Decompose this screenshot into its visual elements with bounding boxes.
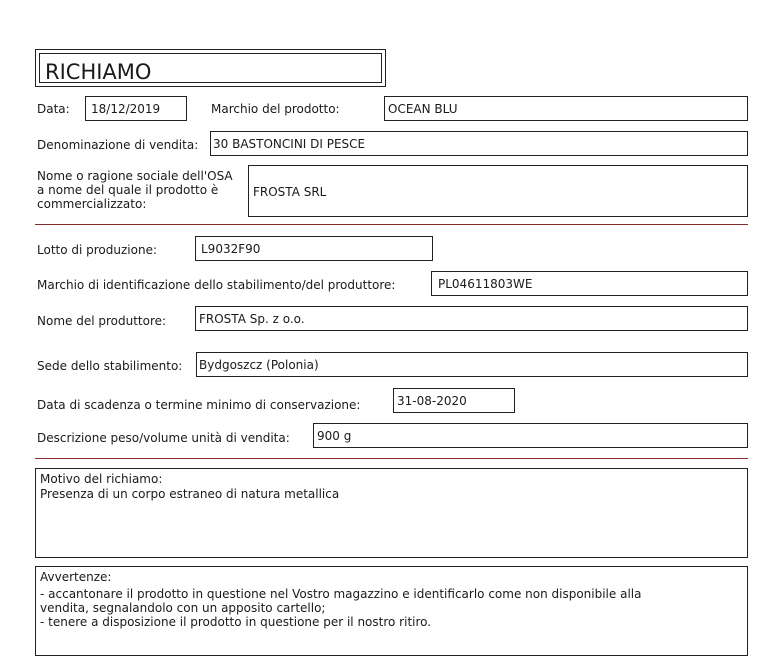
separator-line: [35, 224, 748, 225]
osa-value: FROSTA SRL: [253, 185, 327, 199]
avvertenze-heading: Avvertenze:: [40, 570, 112, 584]
data-label: Data:: [37, 102, 70, 116]
lotto-field: [195, 236, 433, 261]
osa-field: [248, 165, 748, 217]
osa-label-line: commercializzato:: [37, 197, 147, 211]
scadenza-value: 31-08-2020: [397, 394, 467, 408]
produttore-label: Nome del produttore:: [37, 314, 167, 328]
lotto-value: L9032F90: [201, 242, 261, 256]
peso-value: 900 g: [317, 429, 352, 443]
data-value: 18/12/2019: [91, 102, 161, 116]
avvertenze-text: [40, 587, 741, 629]
marchio-label: Marchio del prodotto:: [211, 102, 340, 116]
identificazione-label: Marchio di identificazione dello stabilimento/del produttore:: [37, 278, 396, 292]
denominazione-value: 30 BASTONCINI DI PESCE: [213, 137, 366, 151]
osa-label-line: Nome o ragione sociale dell'OSA: [37, 169, 233, 183]
osa-label: [37, 169, 233, 211]
scadenza-field: [393, 388, 515, 413]
produttore-value: FROSTA Sp. z o.o.: [199, 312, 305, 326]
data-field: [85, 96, 187, 121]
marchio-value: OCEAN BLU: [388, 102, 458, 116]
motivo-text: Presenza di un corpo estraneo di natura metallica: [40, 487, 340, 501]
lotto-label: Lotto di produzione:: [37, 243, 158, 257]
osa-label-line: a nome del quale il prodotto è: [37, 183, 219, 197]
page-title: RICHIAMO: [45, 60, 152, 84]
peso-label: Descrizione peso/volume unità di vendita:: [37, 431, 290, 445]
motivo-heading: Motivo del richiamo:: [40, 472, 163, 486]
identificazione-field: [431, 271, 748, 296]
sede-value: Bydgoszcz (Polonia): [199, 358, 319, 372]
motivo-box: [35, 468, 748, 558]
denominazione-field: [210, 131, 748, 156]
peso-field: [313, 423, 748, 448]
denominazione-label: Denominazione di vendita:: [37, 138, 199, 152]
scadenza-label: Data di scadenza o termine minimo di conservazione:: [37, 398, 361, 412]
marchio-field: [384, 96, 748, 121]
sede-label: Sede dello stabilimento:: [37, 359, 183, 373]
avvertenze-line: - accantonare il prodotto in questione nel Vostro magazzino e identificarlo come non disponibile alla: [40, 587, 642, 601]
avvertenze-line: - tenere a disposizione il prodotto in questione per il nostro ritiro.: [40, 615, 432, 629]
avvertenze-box: [35, 566, 748, 656]
avvertenze-line: vendita, segnalandolo con un apposito cartello;: [40, 601, 326, 615]
sede-field: [196, 352, 748, 377]
title-inner-frame: [39, 53, 382, 83]
produttore-field: [195, 306, 748, 331]
identificazione-value: PL04611803WE: [438, 277, 533, 291]
title-box: [35, 49, 386, 87]
separator-line: [35, 458, 748, 459]
